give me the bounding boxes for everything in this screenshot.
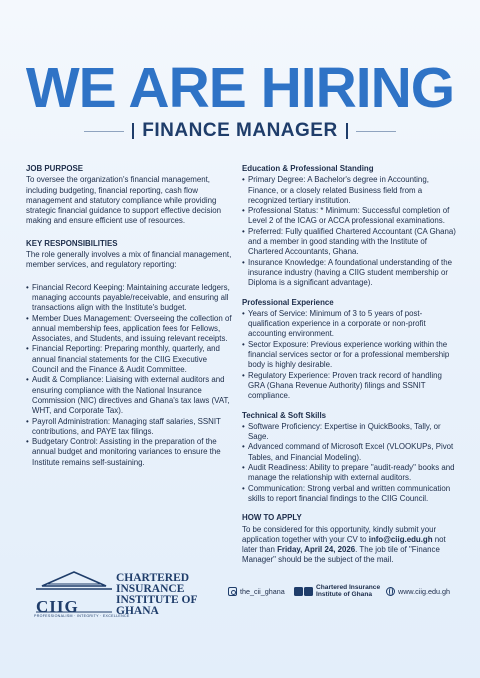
logo-word: CIIG bbox=[36, 597, 79, 616]
instagram-handle: the_cii_ghana bbox=[240, 587, 285, 596]
org-name bbox=[116, 573, 216, 617]
list-item: • Primary Degree: A Bachelor's degree in Accounting, Finance, or a closely related Business field from a recognized tertiary institution. bbox=[242, 175, 456, 206]
how-to-apply-text bbox=[242, 525, 456, 566]
subhead-row bbox=[0, 119, 480, 143]
logo-tagline: PROFESSIONALISM · INTEGRITY · EXCELLENCE bbox=[34, 614, 130, 618]
social-name bbox=[316, 584, 380, 598]
list-item: • Financial Record Keeping: Maintaining accurate ledgers, managing accounts payable/receivable, and ensuring all transactions align with the Institute's budget. bbox=[26, 283, 232, 314]
list-item: • Advanced command of Microsoft Excel (VLOOKUPs, Pivot Tables, and Financial Modeling). bbox=[242, 442, 456, 463]
key-responsibilities-title: KEY RESPONSIBILITIES bbox=[26, 238, 118, 248]
list-item: • Audit & Compliance: Liaising with external auditors and ensuring compliance with the National Insurance Commission (NIC) directives and Ghana's tax laws (VAT, WHT, and Corporate Tax). bbox=[26, 375, 232, 416]
list-item: • Insurance Knowledge: A foundational understanding of the insurance industry (having a CIIG student membership or Diploma is a significant advantage). bbox=[242, 258, 456, 289]
instagram-icon bbox=[228, 587, 237, 596]
education-title: Education & Professional Standing bbox=[242, 164, 374, 173]
key-responsibilities-intro: The role generally involves a mix of financial management, member services, and regulatory reporting: bbox=[26, 250, 232, 270]
apply-email-link[interactable]: info@ciig.edu.gh bbox=[368, 534, 433, 544]
left-column bbox=[26, 164, 232, 468]
job-purpose-text: To oversee the organization's financial management, including budgeting, financial reporting, cash flow management and statutory compliance while providing strategic financial guidance to support effective decision making and ensure efficient use of resources. bbox=[26, 175, 222, 226]
list-item: • Audit Readiness: Ability to prepare "audit-ready" books and manage the relationship with external auditors. bbox=[242, 463, 456, 484]
social-name-line: Chartered Insurance bbox=[316, 584, 381, 591]
social-name-line: Institute of Ghana bbox=[316, 591, 373, 598]
skills-list bbox=[242, 422, 456, 504]
education-list bbox=[242, 175, 456, 288]
job-purpose-title: JOB PURPOSE bbox=[26, 164, 84, 173]
list-item: • Software Proficiency: Expertise in QuickBooks, Tally, or Sage. bbox=[242, 422, 456, 443]
experience-list bbox=[242, 309, 456, 402]
list-item: • Payroll Administration: Managing staff salaries, SSNIT contributions, and PAYE tax filings. bbox=[26, 417, 232, 438]
job-title: FINANCE MANAGER bbox=[142, 120, 338, 141]
right-rule bbox=[356, 131, 396, 132]
apply-deadline: Friday, April 24, 2026 bbox=[277, 545, 356, 555]
org-name-line: INSURANCE bbox=[116, 583, 185, 595]
website-url: www.ciig.edu.gh bbox=[398, 587, 450, 596]
org-name-line: CHARTERED bbox=[116, 572, 190, 584]
list-item: • Regulatory Experience: Proven track record of handling GRA (Ghana Revenue Authority) filings and SSNIT compliance. bbox=[242, 371, 456, 402]
list-item: • Preferred: Fully qualified Chartered Accountant (CA Ghana) and a member in good standing with the Institute of Chartered Accountants, Ghana. bbox=[242, 227, 456, 258]
list-item: • Member Dues Management: Overseeing the collection of annual membership fees, application fees for Fellows, Associates, and Students, and issuing relevant receipts. bbox=[26, 314, 232, 345]
social-links[interactable] bbox=[294, 584, 380, 598]
headline: WE ARE HIRING bbox=[25, 56, 455, 120]
apply-text-3: . The job tile of "Finance Manager" should be the subject of the mail. bbox=[242, 545, 440, 565]
responsibilities-list bbox=[26, 283, 232, 468]
org-name-line: INSTITUTE OF bbox=[116, 594, 198, 606]
linkedin-icon bbox=[304, 587, 313, 596]
right-column bbox=[242, 164, 456, 566]
globe-icon bbox=[386, 587, 395, 596]
instagram-link[interactable] bbox=[228, 587, 285, 596]
org-name-line: GHANA bbox=[116, 605, 159, 617]
list-item: • Budgetary Control: Assisting in the preparation of the annual budget and monitoring variances to ensure the Institute remains self-sustaining. bbox=[26, 437, 232, 468]
list-item: • Financial Reporting: Preparing monthly, quarterly, and annual financial statements for the CIIG Executive Council and the Finance & Audit Committee. bbox=[26, 344, 232, 375]
facebook-icon bbox=[294, 587, 303, 596]
list-item: • Sector Exposure: Previous experience working within the financial services sector or for a professional membership body is highly desirable. bbox=[242, 340, 456, 371]
left-rule bbox=[84, 131, 124, 132]
right-bar bbox=[346, 123, 348, 139]
experience-title: Professional Experience bbox=[242, 297, 334, 307]
list-item: • Professional Status: * Minimum: Successful completion of Level 2 of the ICAG or ACCA professional examinations. bbox=[242, 206, 456, 227]
skills-title: Technical & Soft Skills bbox=[242, 410, 327, 420]
website-link[interactable] bbox=[386, 587, 450, 596]
apply-text-1: To be considered for this opportunity, kindly submit your application together with your CV to bbox=[242, 524, 437, 544]
list-item: • Communication: Strong verbal and written communication skills to report financial findings to the CIIG Council. bbox=[242, 484, 456, 505]
left-bar bbox=[132, 123, 134, 139]
list-item: • Years of Service: Minimum of 3 to 5 years of post-qualification experience in a corporate or non-profit accounting environment. bbox=[242, 309, 456, 340]
how-to-apply-title: HOW TO APPLY bbox=[242, 513, 302, 523]
apply-text-2: not later than bbox=[242, 534, 446, 555]
